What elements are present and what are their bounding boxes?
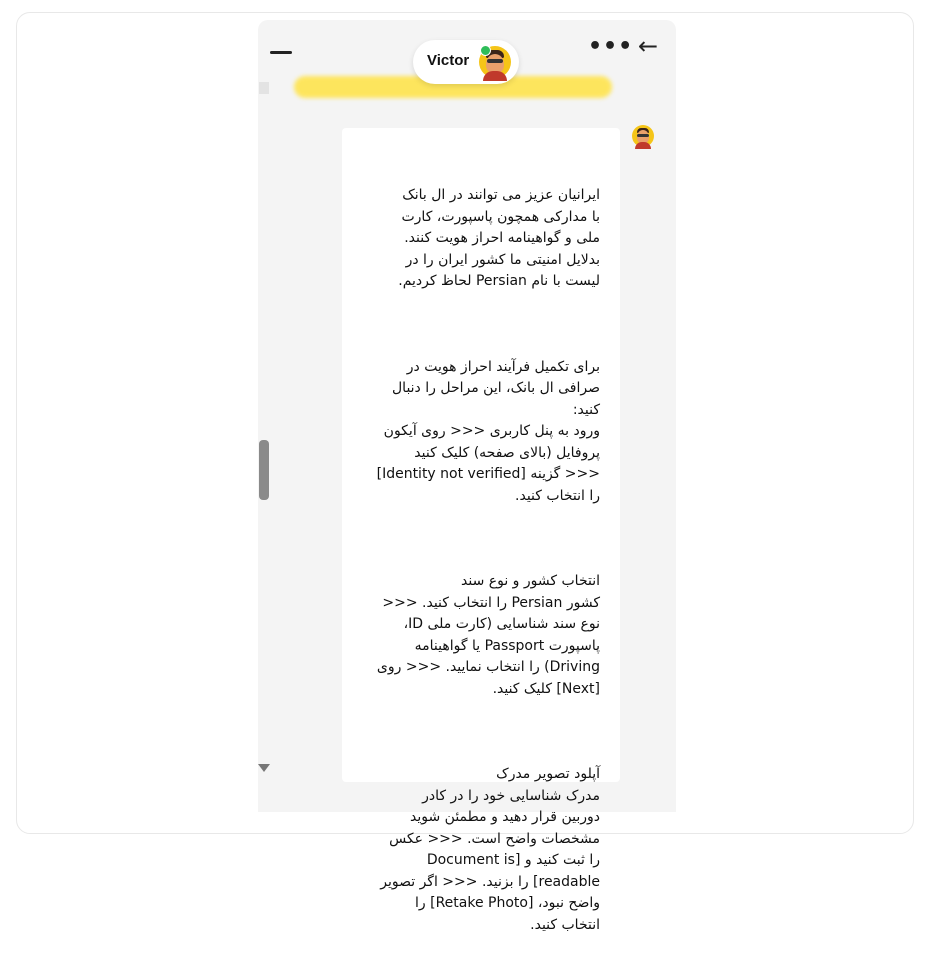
sender-avatar (632, 125, 654, 147)
more-horizontal-icon[interactable]: ••• (588, 34, 634, 59)
scrollbar-thumb[interactable] (259, 440, 269, 500)
scrollbar[interactable] (258, 82, 270, 782)
message-paragraph: ایرانیان عزیز می توانند در ال بانک با مدارکی همچون پاسپورت، کارت ملی و گواهینامه احراز هویت کنند. بدلایل امنیتی ما کشور ایران را در لیست با نام Persian لحاظ کردیم. (398, 187, 600, 289)
online-status-dot (480, 45, 491, 56)
contact-name: Victor (427, 52, 470, 69)
scroll-down-arrow[interactable] (258, 764, 270, 772)
message-paragraph: آپلود تصویر مدرک مدرک شناسایی خود را در کادر دوربین قرار دهید و مطمئن شوید مشخصات واضح است. <<< عکس را ثبت کنید و [Document is readable] را بزنید. <<< اگر تصویر واضح نبود، [Retake Photo] را انتخاب کنید. (380, 766, 600, 933)
arrow-left-icon[interactable]: ← (638, 32, 659, 60)
chat-header (258, 20, 676, 102)
message-bubble (342, 128, 620, 933)
message-paragraph: برای تکمیل فرآیند احراز هویت در صرافی ال بانک، این مراحل را دنبال کنید: ورود به پنل کاربری <<< روی آیکون پروفایل (بالای صفحه) کلیک کنید <<< گزینه [Identity not verified] را انتخاب کنید. (376, 358, 600, 504)
chat-window (258, 20, 676, 933)
scroll-up-arrow[interactable] (259, 82, 269, 94)
message-paragraph: انتخاب کشور و نوع سند کشور Persian را انتخاب کنید. <<< نوع سند شناسایی (کارت ملی ID، پاسپورت Passport یا گواهینامه Driving) را انتخاب نمایید. <<< روی [Next] کلیک کنید. (376, 573, 600, 697)
minimize-icon[interactable] (270, 51, 292, 54)
contact-pill[interactable] (413, 40, 519, 84)
message-text (354, 142, 600, 979)
